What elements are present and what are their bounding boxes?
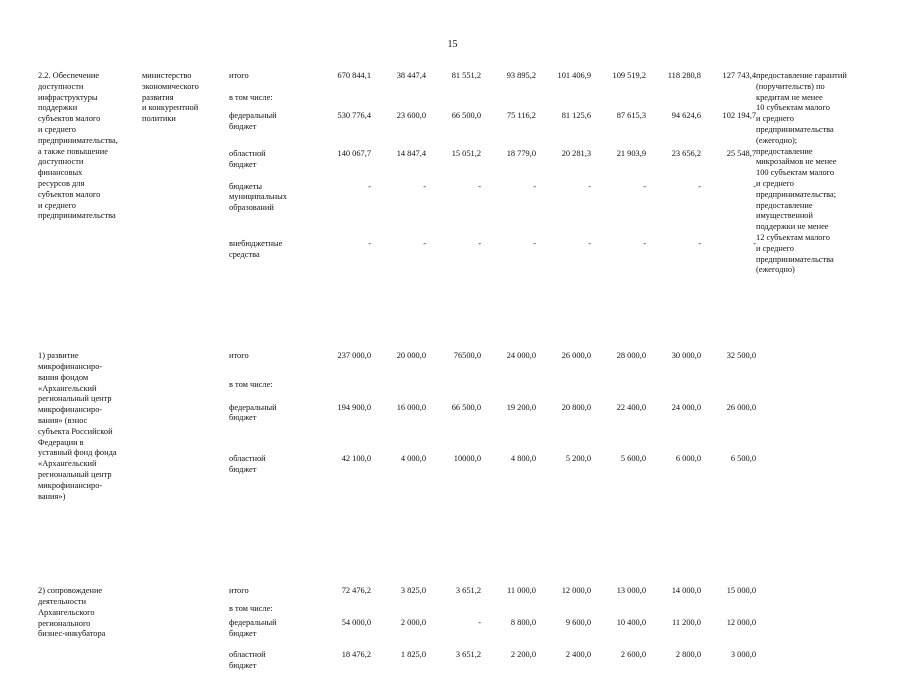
funding-source-line: итого	[229, 586, 249, 596]
executor-line: министерство	[142, 71, 192, 80]
measure-name-line: регионального	[38, 618, 91, 628]
year-value: 13 000,0	[616, 586, 646, 596]
total-value: 194 900,0	[337, 402, 371, 412]
measure-name-line: «Архангельский	[38, 459, 97, 469]
block-spacer	[38, 276, 865, 351]
executor-line: экономического	[142, 81, 199, 91]
budget-table	[38, 71, 865, 682]
funding-source	[229, 111, 309, 133]
year-value	[591, 604, 646, 618]
measure-name	[38, 586, 142, 640]
funding-source	[229, 604, 309, 615]
year-value: -	[643, 181, 646, 191]
year-value: 32 500,0	[726, 351, 756, 361]
year-value	[371, 604, 426, 618]
funding-source	[229, 149, 309, 171]
expected-result-line: 12 субъектам малого	[756, 232, 830, 242]
funding-source	[229, 403, 309, 425]
year-value: 15 051,2	[451, 149, 481, 159]
year-value: -	[478, 618, 481, 628]
expected-result-line: предоставление	[756, 146, 813, 156]
year-value	[426, 93, 481, 110]
year-value: 25 548,7	[726, 149, 756, 159]
year-value: 6 500,0	[730, 454, 756, 464]
year-value: -	[478, 238, 481, 248]
year-value: 109 519,2	[612, 71, 646, 80]
measure-name-line: ресурсов для	[38, 178, 85, 188]
year-value: 20 800,0	[561, 402, 591, 412]
year-value	[701, 93, 756, 110]
year-value: 8 800,0	[510, 618, 536, 628]
funding-source-line: бюджет	[229, 413, 257, 423]
funding-source-line: бюджет	[229, 661, 257, 671]
measure-name-line: микрофинансиро-	[38, 405, 103, 415]
expected-result-line: поддержки не менее	[756, 222, 829, 232]
year-value: -	[753, 238, 756, 248]
year-value: 18 779,0	[506, 149, 536, 159]
year-value: 3 825,0	[400, 586, 426, 596]
year-value: 66 500,0	[451, 402, 481, 412]
funding-source	[229, 71, 309, 82]
total-value: 42 100,0	[341, 454, 371, 464]
measure-name-line: финансовых	[38, 168, 83, 178]
measure-name-line: «Архангельский	[38, 383, 97, 393]
year-value: -	[698, 181, 701, 191]
year-value: 28 000,0	[616, 351, 646, 361]
year-value: -	[478, 181, 481, 191]
measure-name-line: доступности	[38, 81, 84, 91]
expected-result-line: предпринимательства;	[756, 189, 837, 199]
measure-name-line: 2.2. Обеспечение	[38, 71, 100, 80]
year-value	[426, 380, 481, 403]
year-value: 118 280,8	[667, 71, 701, 80]
funding-source-line: бюджет	[229, 464, 257, 474]
measure-name-line: региональный центр	[38, 469, 112, 479]
executor-line: и конкурентной	[142, 103, 199, 113]
measure-name	[38, 71, 142, 222]
funding-source-line: федеральный	[229, 402, 277, 412]
funding-source	[229, 586, 309, 597]
funding-source-line: бюджет	[229, 121, 257, 131]
measure-name-line: инфраструктуры	[38, 92, 98, 102]
table-row	[38, 351, 865, 380]
measure-name-line: и среднего	[38, 200, 76, 210]
total-value: 670 844,1	[337, 71, 371, 80]
year-value: 2 400,0	[565, 650, 591, 660]
year-value: 14 000,0	[671, 586, 701, 596]
year-value: -	[533, 181, 536, 191]
funding-source-line: образований	[229, 203, 274, 213]
year-value	[646, 380, 701, 403]
measure-name-line: а также повышение	[38, 146, 108, 156]
table-row	[38, 71, 865, 93]
year-value	[481, 93, 536, 110]
measure-name-line: поддержки	[38, 103, 78, 113]
funding-source-line: итого	[229, 351, 249, 361]
expected-result-line: 10 субъектам малого	[756, 103, 830, 113]
total-value: -	[368, 238, 371, 248]
measure-name-line: предпринимательства,	[38, 135, 118, 145]
year-value: -	[698, 238, 701, 248]
expected-result-line: кредитам не менее	[756, 92, 823, 102]
measure-name-line: вания» (взнос	[38, 415, 88, 425]
year-value	[536, 93, 591, 110]
table-row	[38, 586, 865, 604]
year-value: 81 551,2	[451, 71, 481, 80]
year-value	[426, 604, 481, 618]
funding-source-line: итого	[229, 71, 249, 80]
total-value: 140 067,7	[337, 149, 371, 159]
total-value	[309, 604, 371, 618]
funding-source	[229, 618, 309, 640]
year-value: -	[423, 181, 426, 191]
funding-source-line: областной	[229, 149, 266, 159]
funding-source-line: федеральный	[229, 618, 277, 628]
year-value: 2 000,0	[400, 618, 426, 628]
year-value: 24 000,0	[671, 402, 701, 412]
year-value	[481, 604, 536, 618]
measure-name-line: субъектов малого	[38, 189, 101, 199]
block-spacer	[38, 502, 865, 586]
year-value: 15 000,0	[726, 586, 756, 596]
year-value: 26 000,0	[561, 351, 591, 361]
year-value: 10000,0	[453, 454, 481, 464]
measure-name-line: предпринимательства	[38, 211, 116, 221]
year-value: 11 200,0	[671, 618, 701, 628]
year-value: 24 000,0	[506, 351, 536, 361]
funding-source	[229, 93, 309, 104]
measure-name-line: деятельности	[38, 597, 86, 607]
total-value	[309, 93, 371, 110]
year-value: 23 600,0	[396, 110, 426, 120]
year-value: 10 400,0	[616, 618, 646, 628]
expected-result-line: и среднего	[756, 243, 794, 253]
measure-name-line: вания»)	[38, 491, 66, 501]
funding-source-line: федеральный	[229, 110, 277, 120]
year-value: 102 194,7	[722, 110, 756, 120]
year-value: 4 000,0	[400, 454, 426, 464]
year-value: 3 651,2	[455, 650, 481, 660]
year-value: 76500,0	[453, 351, 481, 361]
expected-result-line: и среднего	[756, 178, 794, 188]
funding-source-line: в том числе:	[229, 93, 273, 103]
funding-source-line: в том числе:	[229, 380, 273, 390]
measure-name	[38, 351, 142, 502]
year-value: 6 000,0	[675, 454, 701, 464]
year-value: -	[588, 238, 591, 248]
year-value	[481, 380, 536, 403]
year-value	[591, 380, 646, 403]
measure-name-line: Архангельского	[38, 607, 95, 617]
year-value	[701, 604, 756, 618]
expected-result-line: предоставление	[756, 200, 813, 210]
year-value	[646, 604, 701, 618]
year-value: -	[588, 181, 591, 191]
total-value: 530 776,4	[337, 110, 371, 120]
year-value: 66 500,0	[451, 110, 481, 120]
year-value	[536, 380, 591, 403]
year-value: 22 400,0	[616, 402, 646, 412]
total-value: -	[368, 181, 371, 191]
measure-name-line: уставный фонд фонда	[38, 448, 117, 458]
funding-source	[229, 650, 309, 672]
year-value: 101 406,9	[557, 71, 591, 80]
year-value: 127 743,4	[722, 71, 756, 80]
year-value: 1 825,0	[400, 650, 426, 660]
year-value: 19 200,0	[506, 402, 536, 412]
year-value: 14 847,4	[396, 149, 426, 159]
year-value	[371, 93, 426, 110]
year-value	[701, 380, 756, 403]
expected-result-line: 100 субъектам малого	[756, 168, 835, 178]
year-value: 30 000,0	[671, 351, 701, 361]
measure-name-line: микрофинансиро-	[38, 480, 103, 490]
year-value: 20 281,3	[561, 149, 591, 159]
measure-name-line: и среднего	[38, 124, 76, 134]
measure-name-line: вания фондом	[38, 372, 89, 382]
year-value: 93 895,2	[506, 71, 536, 80]
executor	[142, 71, 229, 125]
measure-name-line: субъектов малого	[38, 114, 101, 124]
measure-name-line: бизнес-инкубатора	[38, 629, 106, 639]
year-value: -	[533, 238, 536, 248]
funding-source-line: внебюджетные	[229, 238, 283, 248]
expected-result-line: и среднего	[756, 114, 794, 124]
measure-name-line: 2) сопровождение	[38, 586, 103, 596]
year-value: 2 200,0	[510, 650, 536, 660]
year-value: 87 615,3	[616, 110, 646, 120]
year-value: 21 903,9	[616, 149, 646, 159]
year-value: 23 656,2	[671, 149, 701, 159]
funding-source	[229, 380, 309, 391]
expected-result-line: (поручительств) по	[756, 81, 825, 91]
total-value: 54 000,0	[341, 618, 371, 628]
year-value: 20 000,0	[396, 351, 426, 361]
year-value: 2 800,0	[675, 650, 701, 660]
year-value: 4 800,0	[510, 454, 536, 464]
funding-source-line: муниципальных	[229, 192, 287, 202]
year-value: 5 200,0	[565, 454, 591, 464]
funding-source-line: бюджет	[229, 160, 257, 170]
year-value	[646, 93, 701, 110]
year-value: -	[643, 238, 646, 248]
year-value: 3 651,2	[455, 586, 481, 596]
year-value: 12 000,0	[726, 618, 756, 628]
funding-source	[229, 239, 309, 261]
year-value: 38 447,4	[396, 71, 426, 80]
expected-result-line: предоставление гарантий	[756, 71, 847, 80]
measure-name-line: региональный центр	[38, 394, 112, 404]
funding-source	[229, 454, 309, 476]
total-value: 18 476,2	[341, 650, 371, 660]
year-value: 81 125,6	[561, 110, 591, 120]
measure-name-line: субъекта Российской	[38, 426, 113, 436]
year-value: 12 000,0	[561, 586, 591, 596]
year-value: 26 000,0	[726, 402, 756, 412]
funding-source-line: в том числе:	[229, 604, 273, 614]
funding-source-line: бюджет	[229, 629, 257, 639]
expected-result-line: (ежегодно)	[756, 265, 795, 275]
total-value: 237 000,0	[337, 351, 371, 361]
year-value: 2 600,0	[620, 650, 646, 660]
executor-line: развития	[142, 92, 174, 102]
year-value: 11 000,0	[506, 586, 536, 596]
year-value	[591, 93, 646, 110]
year-value: 16 000,0	[396, 402, 426, 412]
funding-source-line: бюджеты	[229, 181, 263, 191]
year-value: -	[423, 238, 426, 248]
measure-name-line: 1) развитие	[38, 351, 79, 361]
expected-result-line: предпринимательства	[756, 124, 834, 134]
funding-source	[229, 351, 309, 362]
year-value	[371, 380, 426, 403]
funding-source-line: средства	[229, 249, 260, 259]
year-value: 94 624,6	[671, 110, 701, 120]
measure-name-line: микрофинансиро-	[38, 361, 103, 371]
year-value	[536, 604, 591, 618]
expected-result-line: (ежегодно);	[756, 135, 798, 145]
year-value: 9 600,0	[565, 618, 591, 628]
expected-result	[756, 71, 865, 276]
year-value: 5 600,0	[620, 454, 646, 464]
measure-name-line: доступности	[38, 157, 84, 167]
funding-source-line: областной	[229, 454, 266, 464]
total-value: 72 476,2	[341, 586, 371, 596]
page-number: 15	[447, 39, 458, 50]
expected-result-line: предпринимательства	[756, 254, 834, 264]
year-value: -	[753, 181, 756, 191]
funding-source	[229, 182, 309, 214]
year-value: 75 116,2	[506, 110, 536, 120]
executor-line: политики	[142, 114, 176, 124]
funding-source-line: областной	[229, 650, 266, 660]
total-value	[309, 380, 371, 403]
measure-name-line: Федерации в	[38, 437, 84, 447]
expected-result-line: имущественной	[756, 211, 813, 221]
expected-result-line: микрозаймов не менее	[756, 157, 837, 167]
year-value: 3 000,0	[730, 650, 756, 660]
